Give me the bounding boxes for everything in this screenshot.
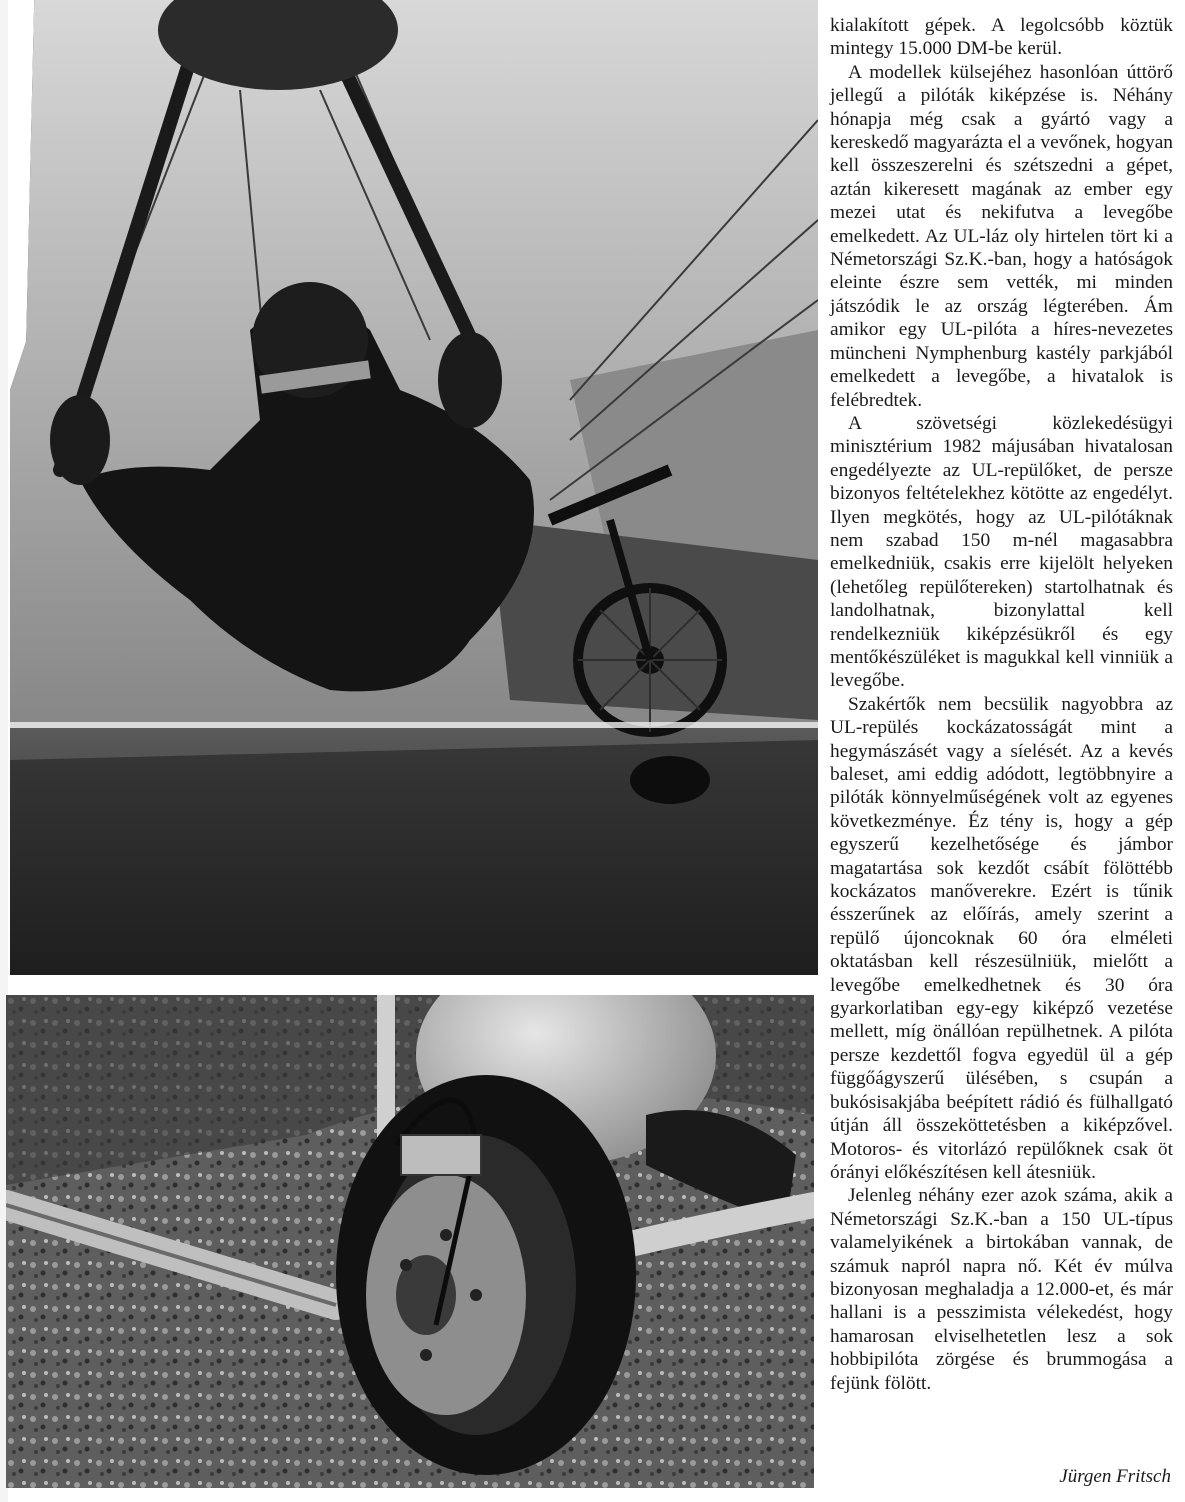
article-paragraph: A szövetségi közlekedésügyi minisztérium 1982 májusában hivatalosan engedélyezte az UL-repülőket, de persze bizonyos feltételekhez kötötte az engedélyt. Ilyen megkötés, hogy az UL-pilótáknak nem szabad 150 m-nél magasabbra emelkedniük, csakis erre kijelölt helyeken (lehetőleg repülőtereken) startolhatnak és landolhatnak, bizonylattal kell rendelkezniük kiképzésükről és egy mentőkészüléket is magukkal kell vinniük a levegőbe.: [830, 412, 1173, 692]
article-paragraph: Szakértők nem becsülik nagyobbra az UL-repülés kockázatosságát mint a hegymászásét vagy a síelését. Az a kevés baleset, ami eddig adódott, legtöbbnyire a pilóták könnyelműségének volt az egyenes következménye. Éz tény is, hogy a gép egyszerű kezelhetősége és jámbor magatartása sok kezdőt csábít fölöttébb kockázatos manőverekre. Ezért is tűnik ésszerűnek az előírás, amely szerint a repülő újoncoknak 60 óra elméleti oktatásban kell részesülniük, mielőtt a levegőbe emelkedhetnek és 30 óra gyarkorlatiban egy-egy kiképző vezetése mellett, míg önállóan repülhetnek. A pilóta persze kezdettől fogva egyedül ül a gép függőágyszerű ülésében, s csupán a bukósisakjába beépített rádió és fülhallgató útján áll összeköttetésben a kiképzővel. Motoros- és vitorlázó repülőknek csak öt órányi előkészítésen kell átesniük.: [830, 693, 1173, 1183]
pilot-in-flight-illustration: [10, 0, 818, 975]
photo-landing-gear-wheel: [6, 995, 814, 1488]
photo-ultralight-pilot-in-flight: [10, 0, 818, 975]
article-paragraph: Jelenleg néhány ezer azok száma, akik a Németországi Sz.K.-ban a 150 UL-típus valamelyikének a birtokában vannak, de számuk napról napra nő. Két év múlva bizonyosan meghaladja a 12.000-et, és már hallani is a pesszimista vélekedést, hogy hamarosan elviselhetetlen lesz a sok hobbipilóta zörgése és brummogása a fejünk fölött.: [830, 1185, 1173, 1394]
article-text-column: [830, 14, 1173, 1395]
landing-gear-illustration: [6, 995, 814, 1488]
article-paragraph: kialakított gépek. A legolcsóbb köztük mintegy 15.000 DM-be kerül.: [830, 15, 1173, 60]
author-signature: Jürgen Fritsch: [1059, 1466, 1171, 1487]
article-paragraph: A modellek külsejéhez hasonlóan úttörő jellegű a pilóták kiképzése is. Néhány hónapja még csak a gyártó vagy a kereskedő magyarázta el a vevőnek, hogyan kell összeszerelni és szétszedni a gépet, aztán kikeresett magának az ember egy mezei utat és nekifutva a levegőbe emelkedett. Az UL-láz oly hirtelen tört ki a Németországi Sz.K.-ban, hogy a hatóságok eleinte észre sem vették, mi minden játszódik le az ország légterében. Ám amikor egy UL-pilóta a híres-nevezetes müncheni Nymphenburg kastély parkjából emelkedett a levegőbe, a hivatalok is felébredtek.: [830, 61, 1173, 411]
